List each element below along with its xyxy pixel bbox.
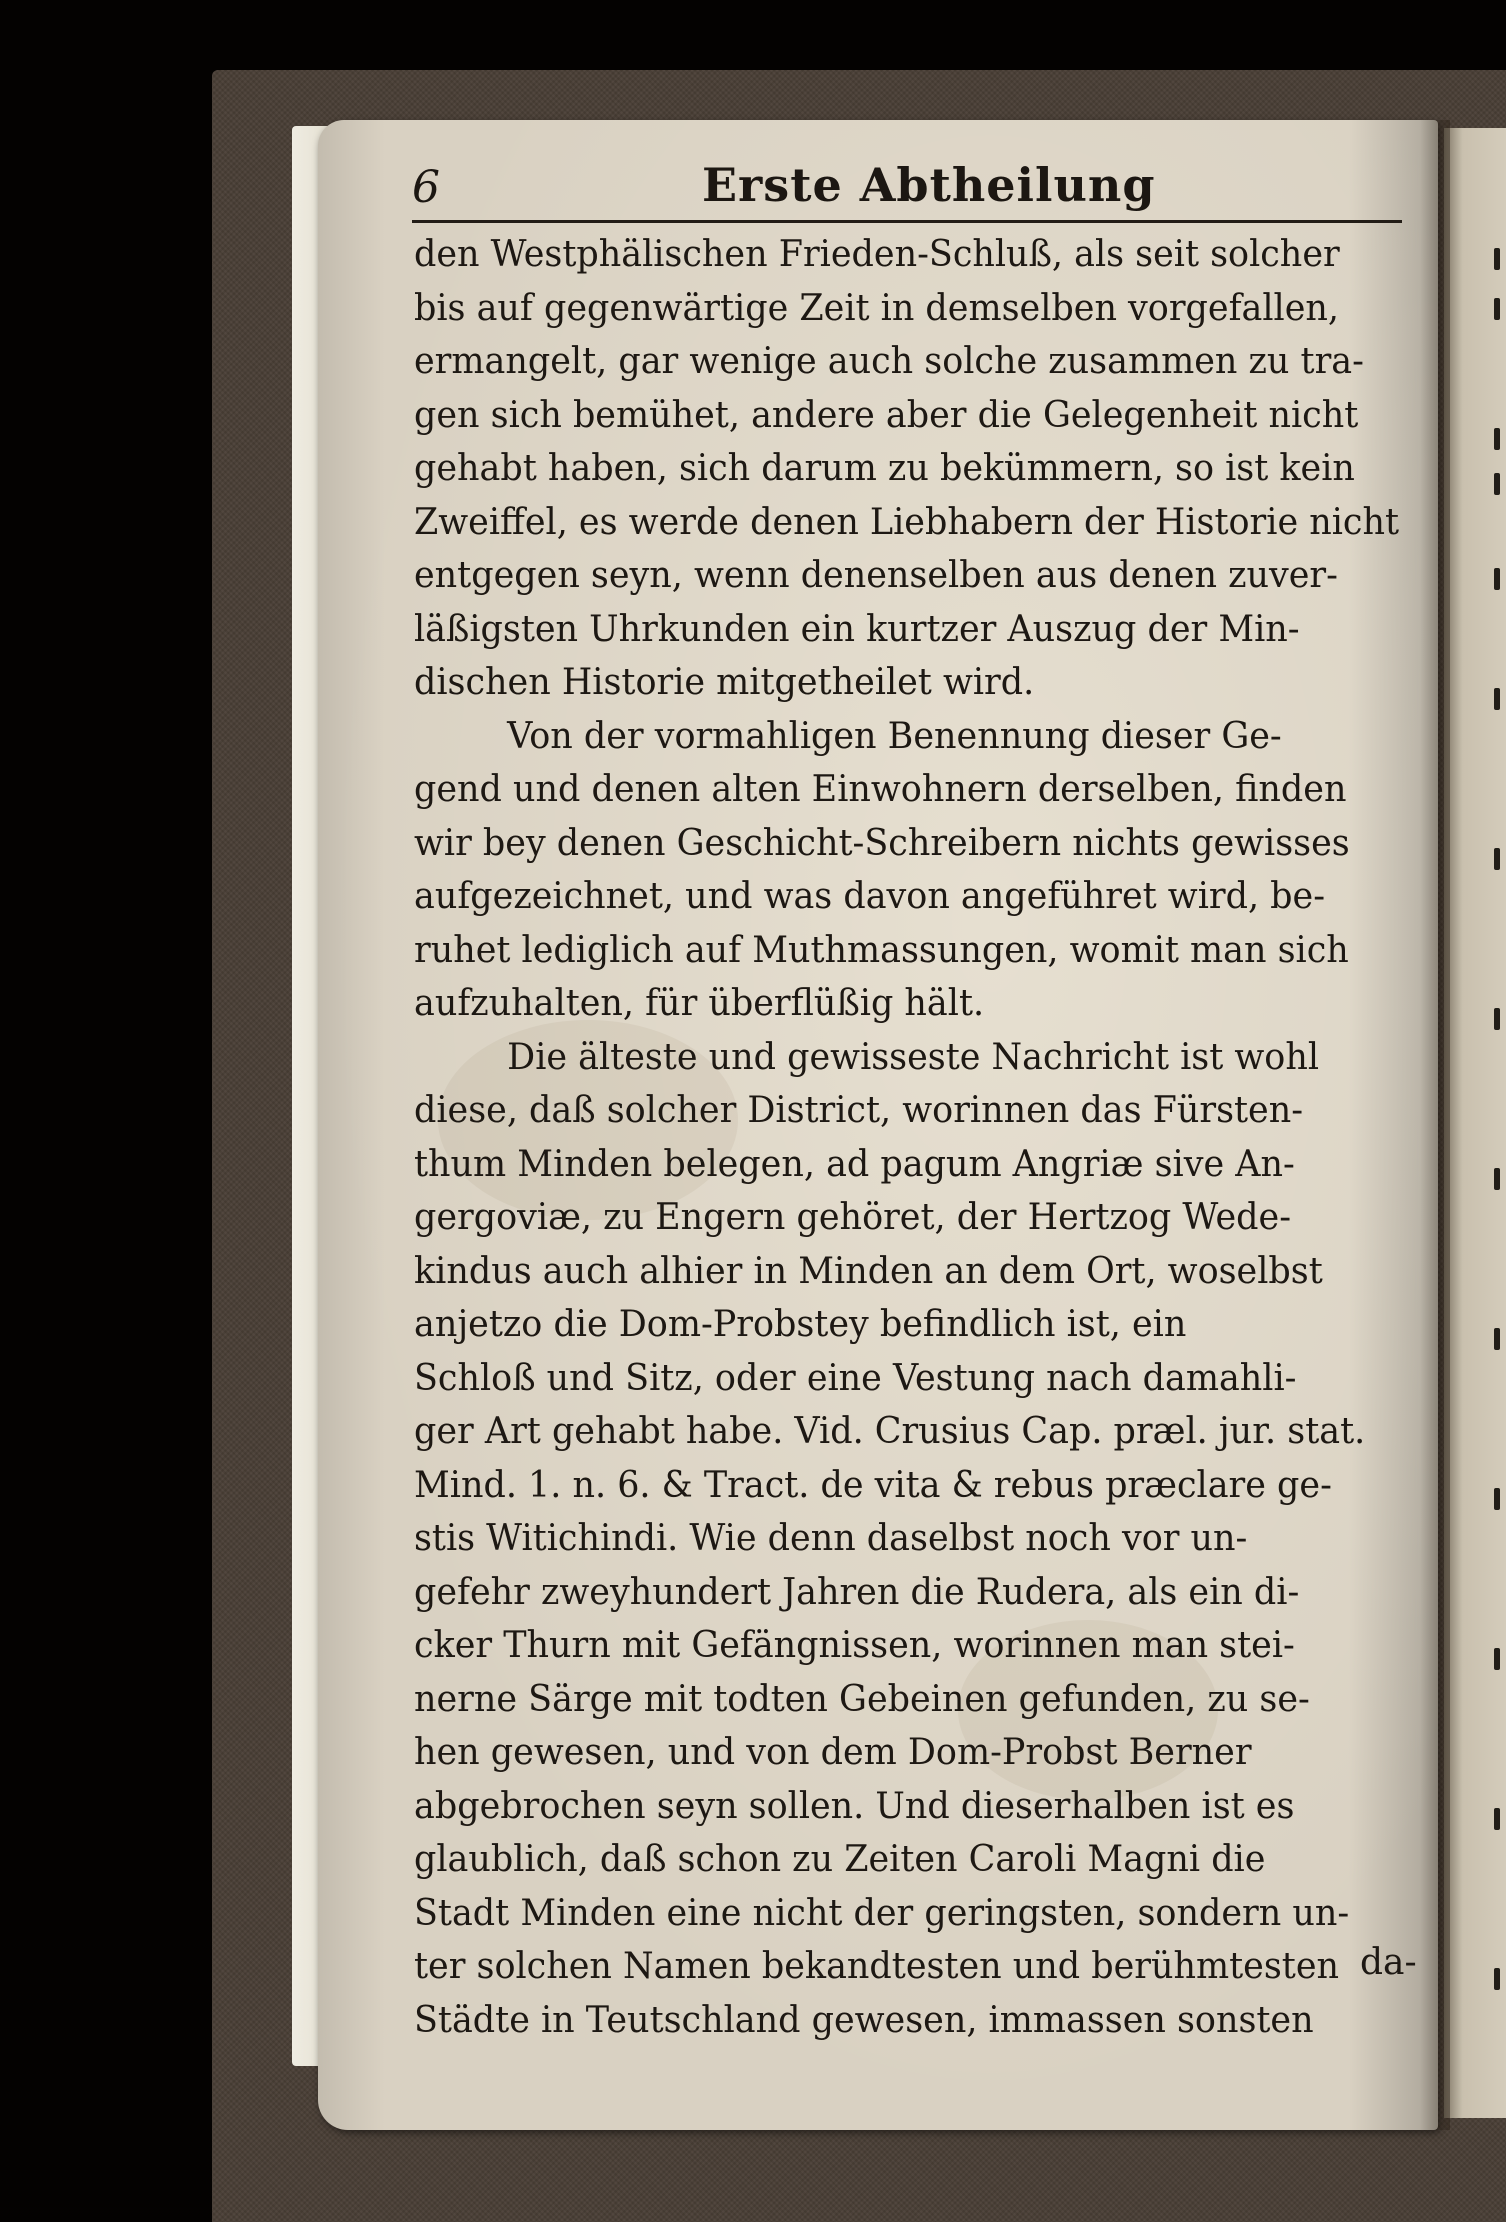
text-line: gen sich bemühet, andere aber die Gelegenheit nicht (414, 394, 1359, 436)
text-line: aufgezeichnet, und was davon angeführet wird, be- (414, 876, 1326, 917)
facing-page-ink-mark (1494, 248, 1500, 270)
facing-page-ink-mark (1494, 1488, 1500, 1510)
facing-page-ink-mark (1494, 298, 1500, 320)
facing-page-ink-mark (1494, 848, 1500, 870)
text-line: gefehr zweyhundert Jahren die Rudera, als ein di- (414, 1571, 1300, 1613)
text-line: aufzuhalten, für überflüßig hält. (414, 983, 985, 1024)
text-line: Von der vormahligen Benennung dieser Ge- (507, 715, 1282, 757)
facing-page-ink-mark (1494, 1808, 1500, 1830)
page-header (412, 158, 1402, 218)
text-line: Stadt Minden eine nicht der geringsten, sondern un- (414, 1892, 1350, 1934)
text-line: nerne Särge mit todten Gebeinen gefunden, zu se- (414, 1678, 1310, 1720)
text-line: läßigsten Uhrkunden ein kurtzer Auszug der Min- (414, 608, 1300, 650)
text-line: Städte in Teutschland gewesen, immassen sonsten (414, 1999, 1314, 2041)
text-line: bis auf gegenwärtige Zeit in demselben vorgefallen, (414, 287, 1339, 329)
text-line: cker Thurn mit Gefängnissen, worinnen man stei- (414, 1625, 1295, 1666)
facing-page-ink-mark (1494, 568, 1500, 590)
text-line: glaublich, daß schon zu Zeiten Caroli Magni die (414, 1839, 1266, 1880)
text-line: den Westphälischen Frieden-Schluß, als seit solcher (414, 234, 1340, 275)
text-line: hen gewesen, und von dem Dom-Probst Berner (414, 1732, 1252, 1773)
text-line: wir bey denen Geschicht-Schreibern nichts gewisses (414, 822, 1350, 864)
body-text (414, 228, 1434, 2047)
text-line: abgebrochen seyn sollen. Und dieserhalben ist es (414, 1785, 1295, 1827)
text-line: ger Art gehabt habe. Vid. Crusius Cap. præl. jur. stat. (414, 1411, 1366, 1452)
text-line: stis Witichindi. Wie denn daselbst noch vor un- (414, 1518, 1248, 1559)
text-line: diese, daß solcher District, worinnen das Fürsten- (414, 1090, 1304, 1131)
text-line: Mind. 1. n. 6. & Tract. de vita & rebus præclare ge- (414, 1464, 1332, 1506)
text-line: thum Minden belegen, ad pagum Angriæ sive An- (414, 1143, 1295, 1185)
text-line: ermangelt, gar wenige auch solche zusammen zu tra- (414, 341, 1364, 382)
text-line: ruhet lediglich auf Muthmassungen, womit man sich (414, 929, 1349, 971)
catchword: da- (1360, 1942, 1417, 1983)
facing-page-ink-mark (1494, 688, 1500, 710)
text-line: Schloß und Sitz, oder eine Vestung nach damahli- (414, 1357, 1297, 1399)
text-line: kindus auch alhier in Minden an dem Ort, woselbst (414, 1250, 1323, 1292)
facing-page-ink-mark (1494, 1328, 1500, 1350)
facing-page-ink-mark (1494, 428, 1500, 450)
text-line: dischen Historie mitgetheilet wird. (414, 662, 1035, 703)
facing-page-ink-mark (1494, 1168, 1500, 1190)
header-rule (412, 220, 1402, 223)
page-number: 6 (412, 162, 440, 213)
text-line: Zweiffel, es werde denen Liebhabern der Historie nicht (414, 501, 1400, 543)
text-line: entgegen seyn, wenn denenselben aus denen zuver- (414, 555, 1338, 596)
text-line: ter solchen Namen bekandtesten und berühmtesten (414, 1946, 1340, 1987)
facing-page-edge (1444, 128, 1506, 2118)
text-line: gehabt haben, sich darum zu bekümmern, so ist kein (414, 448, 1355, 489)
facing-page-ink-mark (1494, 1008, 1500, 1030)
text-line: Die älteste und gewisseste Nachricht ist wohl (507, 1036, 1320, 1078)
facing-page-ink-mark (1494, 1968, 1500, 1990)
facing-page-ink-mark (1494, 1648, 1500, 1670)
text-line: gend und denen alten Einwohnern derselben, finden (414, 769, 1347, 810)
facing-page-ink-mark (1494, 473, 1500, 495)
text-line: anjetzo die Dom-Probstey befindlich ist, ein (414, 1304, 1187, 1345)
running-head: Erste Abtheilung (702, 158, 1156, 212)
text-line: gergoviæ, zu Engern gehöret, der Hertzog Wede- (414, 1197, 1292, 1238)
